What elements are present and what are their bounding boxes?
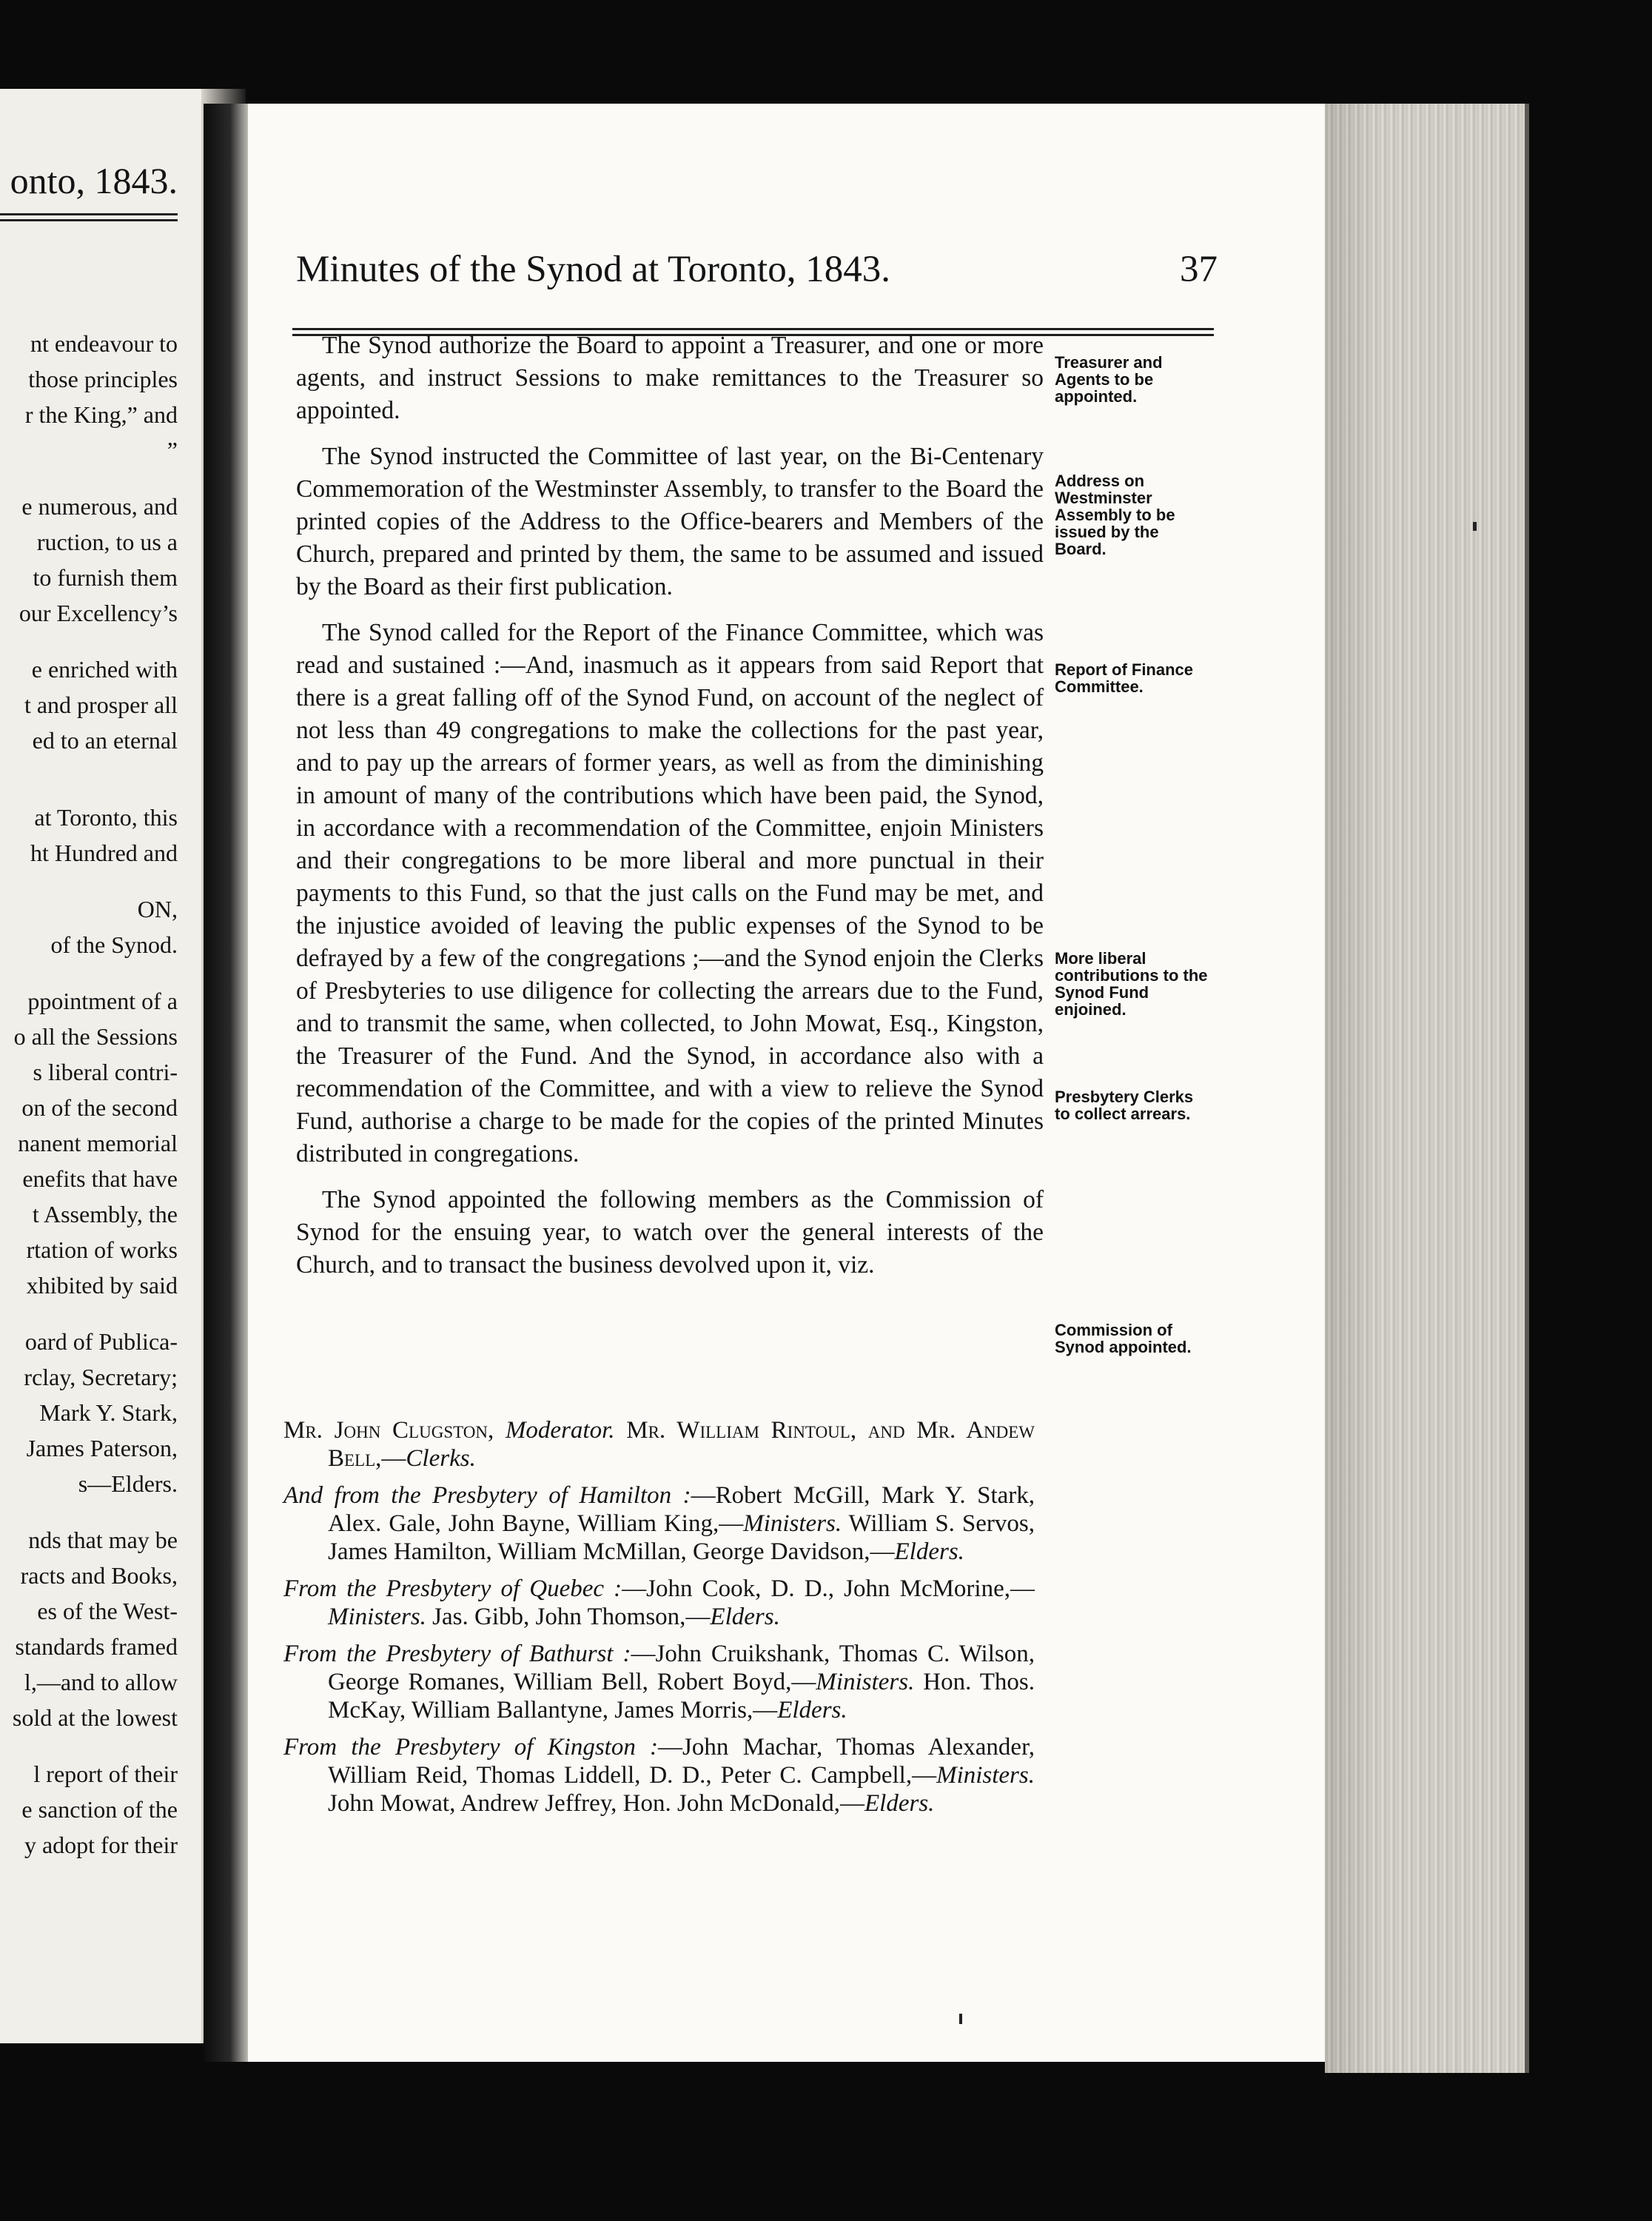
ministers-list: —Robert McGill, Mark Y. Stark, Alex. Gale, John Bayne, William King,—	[328, 1482, 1035, 1537]
commission-officers	[283, 1416, 1035, 1473]
presbytery-heading: From the Presbytery of Kingston :	[283, 1734, 659, 1761]
elders-label: Elders.	[710, 1604, 780, 1630]
left-page-line: ppointment of a	[27, 988, 178, 1014]
left-page-line	[0, 1303, 178, 1324]
left-page-line: ON,	[137, 896, 178, 922]
clerk-name: Mr. Andew Bell,—	[328, 1417, 1035, 1472]
left-page-line: rtation of works	[26, 1236, 178, 1263]
left-page-line: of the Synod.	[50, 931, 178, 958]
running-head: Minutes of the Synod at Toronto, 1843.	[296, 249, 890, 290]
left-page-line: xhibited by said	[26, 1272, 178, 1299]
presbytery-entry	[283, 1640, 1035, 1724]
ministers-label: Ministers.	[743, 1510, 842, 1537]
ministers-label: Ministers.	[328, 1604, 426, 1630]
left-page-line: nds that may be	[28, 1527, 178, 1553]
elders-list: Jas. Gibb, John Thomson,—	[426, 1604, 711, 1630]
left-page-line: e enriched with	[31, 656, 178, 683]
left-page-line	[0, 631, 178, 651]
left-page-line: ruction, to us a	[36, 529, 178, 555]
presbytery-entry	[283, 1575, 1035, 1631]
scan-speck	[1473, 522, 1477, 531]
left-page-line: r the King,” and	[24, 401, 178, 428]
presbytery-entry	[283, 1481, 1035, 1566]
elders-label: Elders.	[894, 1538, 964, 1565]
left-page-line: racts and Books,	[20, 1562, 178, 1589]
paragraph-finance: The Synod called for the Report of the Finance Committee, which was read and sustained :—And, inasmuch as it appears from said Report that there is a great falling off of the Synod Fund, on account of the neglect of not less than 49 congregations to make the collections for the past year, and to pay up the arrears of former years, as well as from the diminishing in amount of many of the contributions which have been paid, the Synod, in accordance with a recommendation of the Committee, enjoin Ministers and their congregations to be more liberal and more punctual in their payments to this Fund, so that the just calls on the Fund may be met, and the injustice avoided of leaving the public expenses of the Synod to be defrayed by a few of the congregations ;—and the Synod enjoin the Clerks of Presbyteries to use diligence for collecting the arrears due to the Fund, and to transmit the same, when collected, to John Mowat, Esq., Kingston, the Treasurer of the Fund. And the Synod, in accordance also with a recommendation of the Committee, and with a view to relieve the Synod Fund, authorise a charge to be made for the copies of the printed Minutes distributed in congregations.	[296, 619, 1044, 1168]
clerks-names: Mr. William Rintoul, and	[626, 1417, 905, 1444]
presbytery-heading: And from the Presbytery of Hamilton :	[283, 1482, 691, 1509]
left-page-line	[0, 468, 178, 489]
page-number: 37	[1180, 249, 1218, 290]
moderator-role: Moderator.	[505, 1417, 615, 1444]
left-page-line: o all the Sessions	[13, 1023, 178, 1050]
left-header-rule	[0, 213, 178, 215]
left-page-line: on of the second	[21, 1094, 178, 1121]
left-page-line: our Excellency’s	[19, 600, 178, 626]
side-note-commission: Commission of Synod appointed.	[1055, 1321, 1192, 1356]
side-note-address: Address on Westminster Assembly to be issued by the Board.	[1055, 472, 1175, 558]
left-page-line: y adopt for their	[24, 1832, 178, 1858]
ministers-list: —John Machar, Thomas Alexander, William Reid, Thomas Liddell, D. D., Peter C. Campbell,—	[328, 1734, 1035, 1789]
left-page-line: those principles	[28, 366, 178, 392]
elders-label: Elders.	[864, 1790, 935, 1817]
commission-list	[283, 1416, 1035, 1826]
presbytery-heading: From the Presbytery of Quebec :	[283, 1575, 622, 1602]
left-page-line: s liberal contri-	[33, 1059, 178, 1085]
left-page-line: ht Hundred and	[30, 840, 178, 866]
clerks-role: Clerks.	[406, 1445, 476, 1472]
elders-list: John Mowat, Andrew Jeffrey, Hon. John McDonald,—	[328, 1790, 864, 1817]
left-page-line: nanent memorial	[18, 1130, 178, 1156]
left-page-line: e numerous, and	[21, 493, 178, 520]
left-page-line: es of the West-	[37, 1598, 178, 1624]
left-page-line: ”	[167, 437, 178, 463]
left-page-line: t Assembly, the	[32, 1201, 178, 1227]
left-page-line: l,—and to allow	[24, 1669, 178, 1695]
elders-label: Elders.	[777, 1697, 847, 1723]
left-page-line: to furnish them	[33, 564, 178, 591]
moderator-name: Mr. John Clugston,	[283, 1417, 494, 1444]
body-text	[296, 329, 1044, 1295]
left-page-line	[0, 962, 178, 983]
left-page-line	[0, 871, 178, 891]
paragraph-commission: The Synod appointed the following members as the Commission of Synod for the ensuing year, to watch over the general interests of the Church, and to transact the business devolved upon it, viz.	[296, 1186, 1044, 1279]
side-note-contributions: More liberal contributions to the Synod Fund enjoined.	[1055, 949, 1208, 1019]
presbytery-entry	[283, 1733, 1035, 1818]
side-note-finance: Report of Finance Committee.	[1055, 660, 1194, 696]
left-page-line: James Paterson,	[26, 1435, 178, 1461]
left-page-line: s—Elders.	[78, 1470, 178, 1497]
left-header-rule	[0, 219, 178, 221]
paragraph-address: The Synod instructed the Committee of last year, on the Bi-Centenary Commemoration of the Westminster Assembly, to transfer to the Board the printed copies of the Address to the Office-bearers and Members of the Church, prepared and printed by them, the same to be assumed and issued by the Board as their first publication.	[296, 443, 1044, 600]
side-note-arrears: Presbytery Clerks to collect arrears.	[1055, 1088, 1194, 1123]
left-page-line: e sanction of the	[21, 1796, 178, 1823]
left-page-line: standards framed	[15, 1633, 178, 1660]
elders-list: William S. Servos, James Hamilton, William McMillan, George Davidson,—	[328, 1510, 1035, 1565]
paragraph-treasurer: The Synod authorize the Board to appoint a Treasurer, and one or more agents, and instruct Sessions to make remittances to the Treasurer so appointed.	[296, 332, 1044, 424]
ministers-label: Ministers.	[816, 1669, 915, 1695]
left-page-text	[0, 326, 178, 1863]
elders-list: Hon. Thos. McKay, William Ballantyne, James Morris,—	[328, 1669, 1035, 1723]
presbytery-heading: From the Presbytery of Bathurst :	[283, 1641, 631, 1667]
left-page-line: nt endeavour to	[30, 330, 178, 357]
left-page-line: rclay, Secretary;	[24, 1364, 178, 1390]
left-page-header: onto, 1843.	[10, 160, 178, 201]
left-page-line: enefits that have	[22, 1165, 178, 1192]
left-page-line: t and prosper all	[24, 691, 178, 718]
left-page-line	[0, 779, 178, 800]
left-page-line	[0, 758, 178, 779]
ministers-label: Ministers.	[936, 1762, 1035, 1789]
left-page-line: Mark Y. Stark,	[39, 1399, 178, 1426]
left-page-line: at Toronto, this	[34, 804, 178, 831]
ministers-list: —John Cook, D. D., John McMorine,—	[622, 1575, 1035, 1602]
ministers-list: —John Cruikshank, Thomas C. Wilson, George Romanes, William Bell, Robert Boyd,—	[328, 1641, 1035, 1695]
left-page-line: oard of Publica-	[24, 1328, 178, 1355]
left-page-line	[0, 1501, 178, 1522]
page-edge-shade	[1325, 104, 1377, 2073]
scan-speck	[959, 2014, 962, 2024]
left-page-line: l report of their	[33, 1761, 178, 1787]
spine-shadow	[204, 104, 248, 2062]
left-page-line: ed to an eternal	[32, 727, 178, 754]
left-page-line	[0, 1735, 178, 1756]
left-page-line: sold at the lowest	[12, 1704, 178, 1731]
side-note-treasurer: Treasurer and Agents to be appointed.	[1055, 353, 1163, 406]
